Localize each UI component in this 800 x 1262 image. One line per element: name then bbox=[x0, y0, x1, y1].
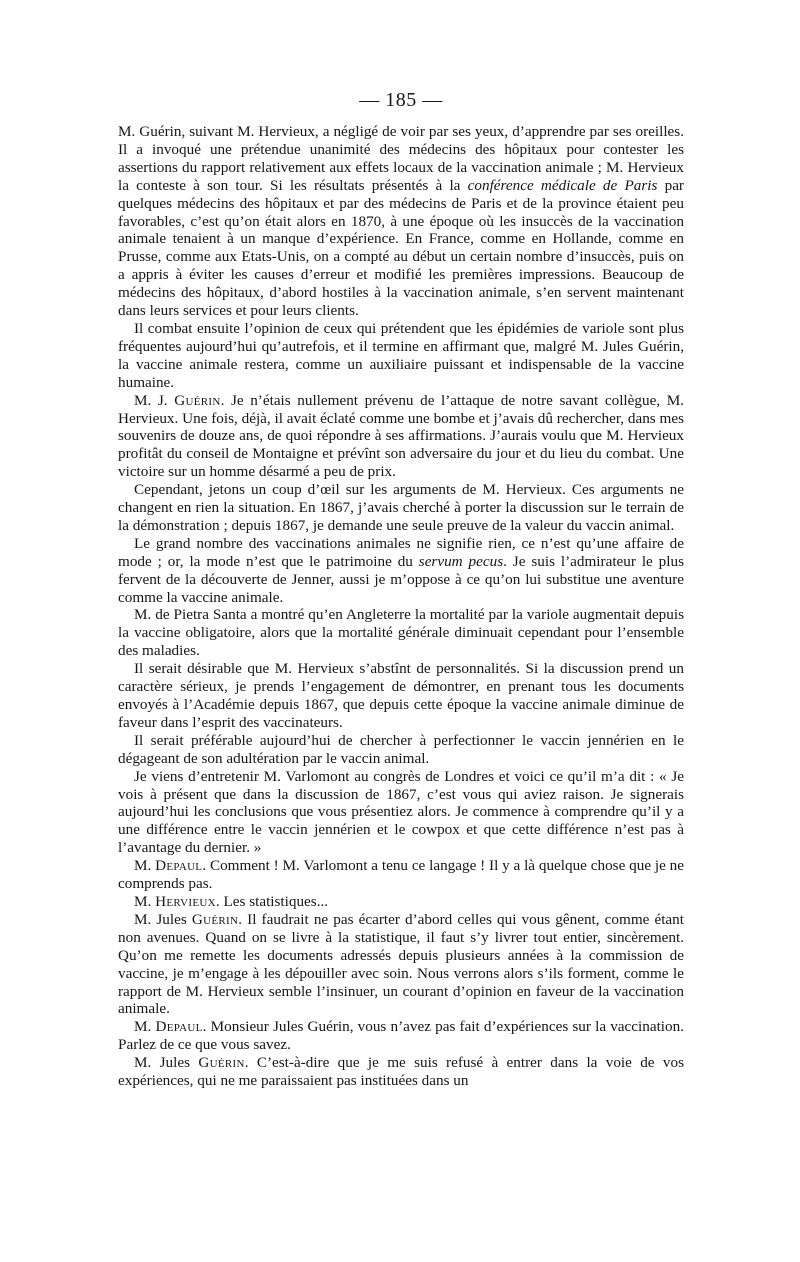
text-run: M. bbox=[134, 1018, 156, 1036]
paragraph bbox=[118, 606, 684, 660]
text-run: par quelques médecins des hôpitaux et par des médecins de Paris et de la province étaient peu favorables, c’est qu’on était alors en 1870, à une époque où les insuccès de la vaccination animale tenaient à un manque d’expérience. En France, comme en Hollande, comme en Prusse, comme aux Etats-Unis, on a compté au début un certain nombre d’insuccès, puis on a appris à éviter les causes d’erreur et modifié les premières impressions. Beaucoup de médecins des hôpitaux, d’abord hostiles à la vaccination animale, s’en servent maintenant dans leurs services et pour leurs clients. bbox=[118, 176, 684, 320]
speaker-name: Guérin bbox=[198, 1054, 245, 1072]
speaker-name: Guérin bbox=[191, 910, 239, 928]
paragraph bbox=[118, 768, 684, 858]
text-run: Il combat ensuite l’opinion de ceux qui prétendent que les épidémies de variole sont plus fréquentes aujourd’hui qu’autrefois, et il termine en affirmant que, malgré M. Jules Guérin, la vaccine animale restera, comme un auxiliaire puissant et indispensable de la vaccine humaine. bbox=[118, 319, 684, 391]
text-run: Il serait désirable que M. Hervieux s’abstînt de personnalités. Si la discussion prend un caractère sérieux, je prends l’engagement de démontrer, en prenant tous les documents envoyés à l’Académie depuis 1867, que depuis cette époque la vaccine animale diminue de faveur dans l’esprit des vaccinateurs. bbox=[118, 660, 684, 731]
text-run: . Je suis l’admirateur le plus fervent de la découverte de Jenner, aussi je m’oppose à ce qu’on lui substitue une aventure comme la vaccine animale. bbox=[118, 552, 684, 606]
text-run: M. Jules bbox=[134, 910, 192, 928]
text-run: M. bbox=[134, 857, 156, 875]
paragraph bbox=[118, 660, 684, 732]
paragraph bbox=[118, 481, 684, 535]
paragraph bbox=[118, 535, 684, 607]
text-run: Il serait préférable aujourd’hui de chercher à perfectionner le vaccin jennérien en le dégageant de son adultération par le vaccin animal. bbox=[118, 731, 684, 767]
paragraph bbox=[118, 893, 684, 911]
text-run: . Je n’étais nullement prévenu de l’attaque de notre savant collègue, M. Hervieux. Une fois, déjà, il avait éclaté comme une bombe et j’avais dû rechercher, dans mes souvenirs de douze ans, de quoi répondre à ses affirmations. J’aurais voulu que M. Hervieux profitât du conseil de Montaigne et prévînt son adversaire du jour et du lieu du combat. Une victoire sur un homme désarmé a peu de prix. bbox=[118, 391, 684, 481]
text-run: M. de Pietra Santa a montré qu’en Angleterre la mortalité par la variole augmentait depuis la vaccine obligatoire, alors que la mortalité générale diminuait cependant pour l’ensemble des maladies. bbox=[118, 606, 684, 660]
text-run: M. Guérin, suivant M. Hervieux, a négligé de voir par ses yeux, d’apprendre par ses oreilles. Il a invoqué une prétendue unanimité des médecins des hôpitaux pour contester les assertions du rapport relativement aux effets locaux de la vaccination animale ; M. Hervieux la conteste à son tour. Si les résultats présentés à la bbox=[118, 123, 684, 194]
text-run: . C’est-à-dire que je me suis refusé à entrer dans la voie de vos expériences, qui ne me paraissaient pas instituées dans un bbox=[118, 1054, 684, 1090]
text-run: . Il faudrait ne pas écarter d’abord celles qui vous gênent, comme étant non avenues. Quand on se livre à la statistique, il faut s’y livrer tout entier, sincèrement. Qu’on me remette les documents adressés depuis plusieurs années à la commission de vaccine, je m’engage à les dépouiller avec soin. Nous verrons alors s’ils forment, comme le rapport de M. Hervieux semble l’insinuer, un courant d’opinion en faveur de la vaccination animale. bbox=[118, 910, 684, 1018]
text-run: Le grand nombre des vaccinations animales ne signifie rien, ce n’est qu’une affaire de mode ; or, la mode n’est que le patrimoine du bbox=[118, 534, 684, 570]
text-run: M. bbox=[134, 892, 156, 910]
speaker-name: Hervieux bbox=[155, 892, 216, 910]
text-run: Je viens d’entretenir M. Varlomont au congrès de Londres et voici ce qu’il m’a dit : « Je vois à présent que dans la discussion de 1867, c’est vous qui aviez raison. Je signerais aujourd’hui les conclusions que vous présentiez alors. Je commence à comprendre qu’il y a une différence entre le vaccin jennérien et le cowpox et que cette différence n’est pas à l’avantage du dernier. » bbox=[118, 767, 684, 857]
text-run: . Comment ! M. Varlomont a tenu ce langage ! Il y a là quelque chose que je ne comprends pas. bbox=[118, 857, 684, 893]
paragraph bbox=[118, 392, 684, 482]
body-text bbox=[118, 123, 684, 1090]
paragraph bbox=[118, 1054, 684, 1090]
speaker-name: Guérin bbox=[174, 391, 221, 409]
paragraph bbox=[118, 732, 684, 768]
speaker-name: Depaul bbox=[155, 857, 203, 875]
text-run: Cependant, jetons un coup d’œil sur les arguments de M. Hervieux. Ces arguments ne changent en rien la situation. En 1867, j’avais cherché à porter la discussion sur le terrain de la démonstration ; depuis 1867, je demande une seule preuve de la valeur du vaccin animal. bbox=[118, 481, 684, 534]
paragraph bbox=[118, 123, 684, 320]
paragraph bbox=[118, 857, 684, 893]
italic-text: conférence médicale de Paris bbox=[467, 176, 658, 194]
text-run: M. Jules bbox=[134, 1054, 199, 1072]
speaker-name: Depaul bbox=[155, 1018, 203, 1036]
text-run: . Monsieur Jules Guérin, vous n’avez pas fait d’expériences sur la vaccination. Parlez de ce que vous savez. bbox=[118, 1018, 684, 1054]
text-run: M. J. bbox=[134, 391, 175, 409]
text-run: . Les statistiques... bbox=[215, 892, 329, 910]
paragraph bbox=[118, 911, 684, 1018]
paragraph bbox=[118, 320, 684, 392]
page-number: — 185 — bbox=[359, 89, 443, 111]
italic-text: servum pecus bbox=[418, 552, 504, 570]
document-page bbox=[118, 88, 684, 1258]
paragraph bbox=[118, 1018, 684, 1054]
